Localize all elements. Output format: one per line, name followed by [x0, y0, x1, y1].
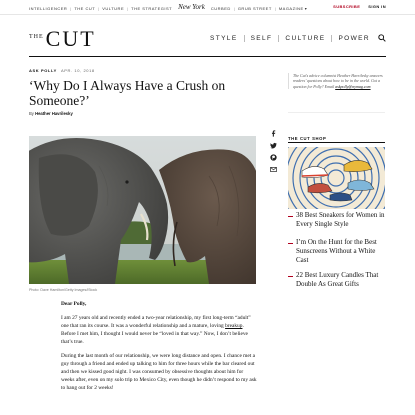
- paragraph-1-after: . Before I met him, I thought I would never be “loved in that way.” Now, I don’t believe that’s true.: [61, 323, 248, 345]
- account-links: [325, 4, 386, 9]
- nav-separator: |: [274, 5, 276, 11]
- nav-link-the-strategist[interactable]: THE STRATEGIST: [131, 5, 173, 11]
- nav-separator: |: [233, 5, 235, 11]
- paragraph-2: [61, 352, 257, 392]
- network-nav: [0, 0, 415, 15]
- sneakers-illustration: [288, 147, 385, 209]
- section-self[interactable]: SELF: [250, 34, 273, 42]
- article-date: APR. 10, 2018: [60, 68, 95, 73]
- header-rule: [29, 56, 386, 57]
- salutation: Dear Polly,: [61, 301, 87, 307]
- subscribe-link[interactable]: SUBSCRIBE: [333, 4, 361, 9]
- cut-shop-label[interactable]: THE CUT SHOP: [288, 136, 327, 141]
- facebook-icon[interactable]: [270, 130, 277, 137]
- article-headline: ‘Why Do I Always Have a Crush on Someone?’: [29, 78, 226, 108]
- pinterest-icon[interactable]: [270, 154, 277, 161]
- section-divider: [278, 35, 279, 42]
- logo-the: THE: [29, 34, 44, 40]
- the-cut-logo[interactable]: [29, 28, 96, 50]
- blurb-divider: [288, 112, 385, 113]
- new-york-logo[interactable]: New York: [178, 3, 205, 11]
- shop-item[interactable]: [288, 238, 385, 265]
- shop-item-title[interactable]: 22 Best Luxury Candles That Double As Great Gifts: [296, 271, 379, 288]
- network-links: [29, 4, 307, 12]
- blurb-text: The Cut’s advice columnist Heather Havrilesky answers readers’ questions about how to be in the world. Got a question for Polly? Email: [293, 73, 383, 89]
- chevron-down-icon[interactable]: ▾: [304, 5, 308, 11]
- shop-item-title[interactable]: I’m On the Hunt for the Best Sunscreens Without a White Cast: [296, 238, 377, 264]
- author-link[interactable]: Heather Havrilesky: [35, 111, 73, 116]
- shop-item-marker: [288, 216, 293, 218]
- nav-separator: |: [70, 5, 72, 11]
- section-divider: [244, 35, 245, 42]
- askpolly-email-link[interactable]: askpolly@nymag.com: [335, 83, 371, 89]
- share-tools: [270, 130, 278, 178]
- elephants-photo: [29, 136, 256, 284]
- nav-separator: |: [98, 5, 100, 11]
- email-icon[interactable]: [270, 166, 277, 173]
- hero-image: [29, 136, 256, 284]
- section-style[interactable]: STYLE: [209, 34, 238, 42]
- shop-item-marker: [288, 243, 293, 245]
- shop-item-title[interactable]: 38 Best Sneakers for Women in Every Single Style: [296, 211, 385, 228]
- sign-in-link[interactable]: SIGN IN: [368, 4, 386, 9]
- image-credit: Photo: Dave Hamilton/Getty Images/iStock: [29, 288, 98, 292]
- byline-prefix: By: [29, 111, 34, 116]
- twitter-icon[interactable]: [270, 142, 277, 149]
- shop-item[interactable]: [288, 211, 385, 229]
- column-blurb: [288, 73, 384, 89]
- cut-shop-rule: [288, 142, 385, 143]
- breakup-link[interactable]: breakup: [225, 323, 243, 329]
- search-icon[interactable]: [378, 34, 386, 42]
- shop-item-marker: [288, 276, 293, 278]
- paragraph-1-before: I am 27 years old and recently ended a two-year relationship, my first long-term “adult” one that ran its course. It was a wonderful relationship and a mature, loving: [61, 315, 251, 329]
- nav-link-the-cut[interactable]: THE CUT: [74, 5, 96, 11]
- section-divider: [331, 35, 332, 42]
- nav-link-vulture[interactable]: VULTURE: [102, 5, 125, 11]
- article-kicker: [29, 68, 95, 73]
- byline: [29, 111, 73, 116]
- section-nav: [210, 34, 386, 42]
- section-power[interactable]: POWER: [338, 34, 370, 42]
- nav-separator: |: [127, 5, 129, 11]
- rubric-link[interactable]: ASK POLLY: [29, 68, 57, 73]
- nav-link-grub-street[interactable]: GRUB STREET: [237, 5, 272, 11]
- nav-link-curbed[interactable]: CURBED: [210, 5, 231, 11]
- article-body: [61, 300, 257, 398]
- paragraph-1: [61, 314, 257, 346]
- shop-item[interactable]: [288, 271, 385, 289]
- logo-cut: CUT: [45, 26, 96, 51]
- nav-link-magazine[interactable]: MAGAZINE: [278, 5, 304, 11]
- paragraph-2-text: During the last month of our relationship, we were long distance and open. I chance met a guy through a friend and ended up talking to him for three hours while the bar cleared out and then we kissed good night. I was consumed by obsessive thoughts about him for weeks after, even on my solo trip to Mexico City, even though he didn’t respond to my ask to hang out for 2 weeks!: [61, 353, 257, 391]
- section-culture[interactable]: CULTURE: [285, 34, 326, 42]
- nav-link-intelligencer[interactable]: INTELLIGENCER: [29, 5, 68, 11]
- cut-shop-image[interactable]: [288, 147, 385, 209]
